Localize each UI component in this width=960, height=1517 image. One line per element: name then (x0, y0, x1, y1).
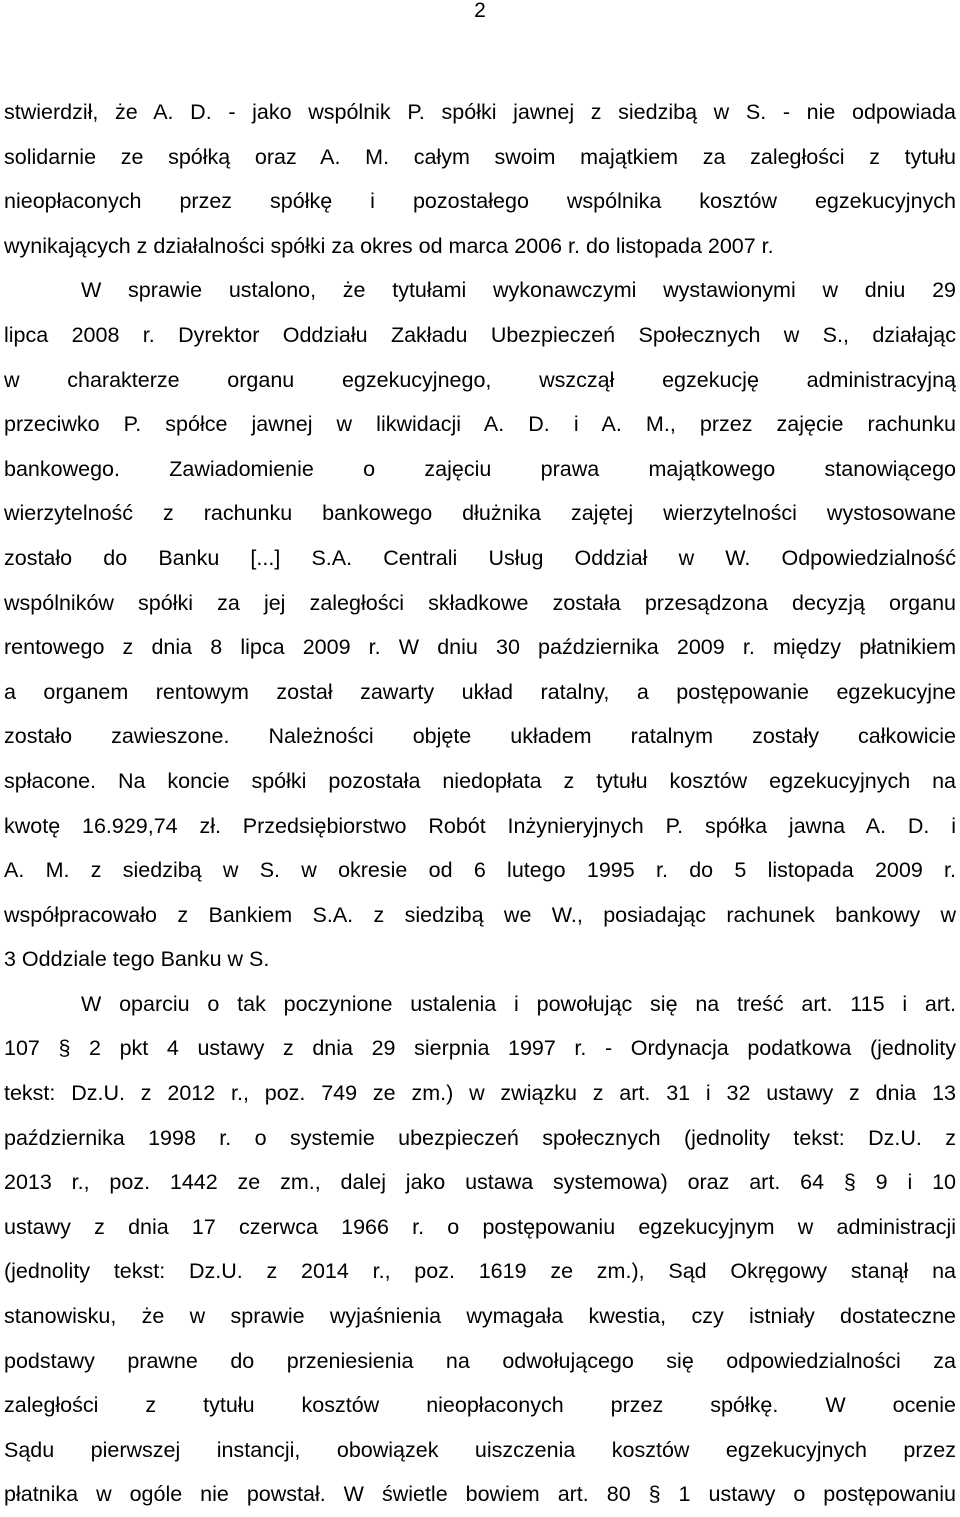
text-line: A. M. z siedzibą w S. w okresie od 6 lutego 1995 r. do 5 listopada 2009 r. (4, 858, 956, 883)
text-line: rentowego z dnia 8 lipca 2009 r. W dniu 30 października 2009 r. między płatnikiem (4, 635, 956, 660)
text-line: zostało zawieszone. Należności objęte układem ratalnym zostały całkowicie (4, 724, 956, 749)
text-line: solidarnie ze spółką oraz A. M. całym swoim majątkiem za zaległości z tytułu (4, 144, 956, 169)
page-number: 2 (474, 0, 486, 22)
text-line: ustawy z dnia 17 czerwca 1966 r. o postępowaniu egzekucyjnym w administracji (4, 1214, 956, 1239)
text-line: stwierdził, że A. D. - jako wspólnik P. spółki jawnej z siedzibą w S. - nie odpowiada (4, 100, 956, 124)
text-line: 3 Oddziale tego Banku w S. (4, 947, 270, 972)
text-line: podstawy prawne do przeniesienia na odwołującego się odpowiedzialności za (4, 1348, 956, 1373)
text-line: wynikających z działalności spółki za okres od marca 2006 r. do listopada 2007 r. (4, 233, 774, 258)
text-line: kwotę 16.929,74 zł. Przedsiębiorstwo Robót Inżynieryjnych P. spółka jawna A. D. i (4, 813, 956, 838)
text-line: zaległości z tytułu kosztów nieopłaconych przez spółkę. W ocenie (4, 1393, 956, 1418)
text-line: października 1998 r. o systemie ubezpieczeń społecznych (jednolity tekst: Dz.U. z (4, 1125, 956, 1150)
text-line: w charakterze organu egzekucyjnego, wszczął egzekucję administracyjną (4, 367, 956, 392)
text-line: a organem rentowym został zawarty układ ratalny, a postępowanie egzekucyjne (4, 679, 956, 704)
text-line: W sprawie ustalono, że tytułami wykonawczymi wystawionymi w dniu 29 (81, 278, 956, 303)
text-line: lipca 2008 r. Dyrektor Oddziału Zakładu Ubezpieczeń Społecznych w S., działając (4, 322, 956, 347)
text-line: (jednolity tekst: Dz.U. z 2014 r., poz. 1619 ze zm.), Sąd Okręgowy stanął na (4, 1259, 956, 1284)
text-line: wierzytelność z rachunku bankowego dłużnika zajętej wierzytelności wystosowane (4, 501, 956, 526)
text-line: bankowego. Zawiadomienie o zajęciu prawa majątkowego stanowiącego (4, 456, 956, 481)
document-body (4, 90, 956, 1517)
text-line: współpracowało z Bankiem S.A. z siedzibą we W., posiadając rachunek bankowy w (4, 902, 956, 927)
text-line: W oparciu o tak poczynione ustalenia i powołując się na treść art. 115 i art. (81, 991, 956, 1016)
text-line: nieopłaconych przez spółkę i pozostałego wspólnika kosztów egzekucyjnych (4, 189, 956, 214)
text-line: 2013 r., poz. 1442 ze zm., dalej jako ustawa systemowa) oraz art. 64 § 9 i 10 (4, 1170, 956, 1195)
text-line: spłacone. Na koncie spółki pozostała niedopłata z tytułu kosztów egzekucyjnych na (4, 768, 956, 793)
text-line: Sądu pierwszej instancji, obowiązek uiszczenia kosztów egzekucyjnych przez (4, 1437, 956, 1462)
text-line: przeciwko P. spółce jawnej w likwidacji A. D. i A. M., przez zajęcie rachunku (4, 412, 956, 437)
text-line: wspólników spółki za jej zaległości składkowe została przesądzona decyzją organu (4, 590, 956, 615)
text-line: zostało do Banku [...] S.A. Centrali Usług Oddział w W. Odpowiedzialność (4, 545, 956, 570)
text-line: tekst: Dz.U. z 2012 r., poz. 749 ze zm.) w związku z art. 31 i 32 ustawy z dnia 13 (4, 1081, 956, 1106)
text-line: stanowisku, że w sprawie wyjaśnienia wymagała kwestia, czy istniały dostateczne (4, 1304, 956, 1329)
text-line: płatnika w ogóle nie powstał. W świetle bowiem art. 80 § 1 ustawy o postępowaniu (4, 1482, 956, 1507)
text-line: 107 § 2 pkt 4 ustawy z dnia 29 sierpnia 1997 r. - Ordynacja podatkowa (jednolity (4, 1036, 956, 1061)
